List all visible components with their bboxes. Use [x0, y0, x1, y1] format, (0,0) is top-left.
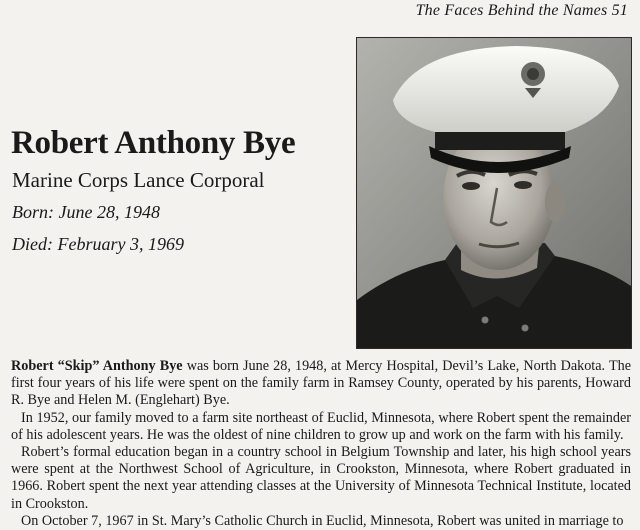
person-name: Robert Anthony Bye	[11, 125, 296, 161]
running-head: The Faces Behind the Names 51	[415, 2, 628, 19]
rank-title: Marine Corps Lance Corporal	[12, 168, 265, 192]
biography-lead-name: Robert “Skip” Anthony Bye	[11, 358, 183, 374]
biography-text	[11, 358, 631, 530]
biography-paragraph-1-text: was born June 28, 1948, at Mercy Hospital, Devil’s Lake, North Dakota. The first four years of his life were spent on the family farm in Ramsey County, operated by his parents, Howard R. Bye and Helen M. (Englehart) Bye.	[11, 358, 632, 409]
biography-paragraph: On October 7, 1967 in St. Mary’s Catholic Church in Euclid, Minnesota, Robert was united in marriage to	[21, 512, 624, 529]
biography-paragraph	[11, 358, 631, 410]
portrait-photo	[356, 37, 632, 349]
birth-date: Born: June 28, 1948	[12, 202, 160, 222]
biography-paragraph: In 1952, our family moved to a farm site northeast of Euclid, Minnesota, where Robert spent the remainder of his adolescent years. He was the oldest of nine children to grow up and work on the farm with his family.	[11, 409, 631, 443]
death-date: Died: February 3, 1969	[12, 234, 184, 254]
biography-paragraph: Robert’s formal education began in a country school in Belgium Township and later, his high school years were spent at the Northwest School of Agriculture, in Crookston, Minnesota, where Robert graduated in 1966. Robert spent the next year attending classes at the University of Minnesota Technical Institute, located in Crookston.	[11, 444, 631, 512]
